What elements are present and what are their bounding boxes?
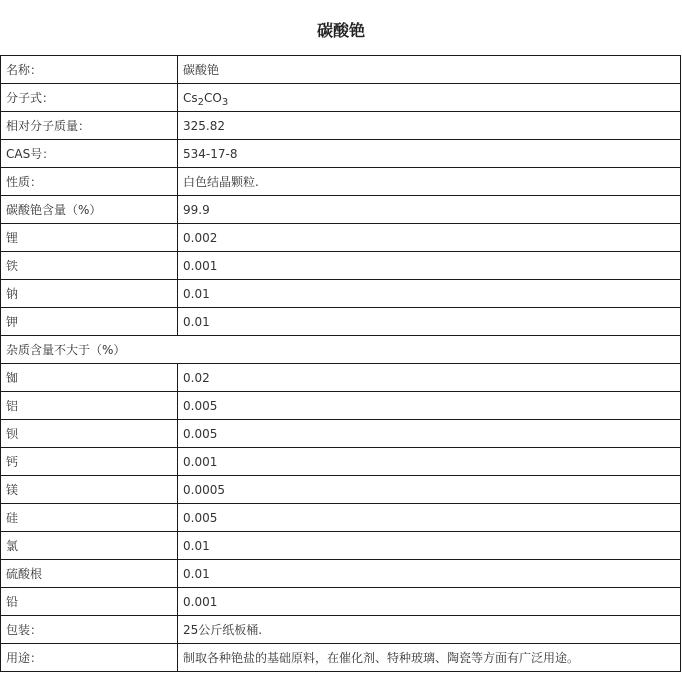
table-row-molecular-weight bbox=[1, 112, 681, 140]
row-label: 硫酸根 bbox=[1, 560, 178, 588]
row-value: 325.82 bbox=[178, 112, 681, 140]
row-value: 0.005 bbox=[178, 504, 681, 532]
spec-table bbox=[0, 55, 681, 672]
table-row bbox=[1, 280, 681, 308]
formula-part: Cs bbox=[183, 90, 198, 105]
row-value: 0.002 bbox=[178, 224, 681, 252]
row-label: 锂 bbox=[1, 224, 178, 252]
molecular-formula bbox=[178, 84, 681, 112]
row-value: 99.9 bbox=[178, 196, 681, 224]
formula-subscript: 3 bbox=[221, 96, 229, 108]
row-label: 包装： bbox=[1, 616, 178, 644]
table-row-name bbox=[1, 56, 681, 84]
row-value: 制取各种铯盐的基础原料，在催化剂、特种玻璃、陶瓷等方面有广泛用途。 bbox=[178, 644, 681, 672]
row-label: 名称： bbox=[1, 56, 178, 84]
row-value: 25公斤纸板桶. bbox=[178, 616, 681, 644]
row-label: CAS号： bbox=[1, 140, 178, 168]
row-value: 0.001 bbox=[178, 588, 681, 616]
table-row bbox=[1, 476, 681, 504]
table-row-cas bbox=[1, 140, 681, 168]
table-row bbox=[1, 420, 681, 448]
row-value: 0.0005 bbox=[178, 476, 681, 504]
table-row bbox=[1, 392, 681, 420]
table-row-usage bbox=[1, 644, 681, 672]
table-row bbox=[1, 364, 681, 392]
row-label: 钡 bbox=[1, 420, 178, 448]
row-label: 钙 bbox=[1, 448, 178, 476]
row-value: 534-17-8 bbox=[178, 140, 681, 168]
table-row-formula bbox=[1, 84, 681, 112]
row-value: 0.005 bbox=[178, 420, 681, 448]
row-label: 铝 bbox=[1, 392, 178, 420]
row-label: 用途： bbox=[1, 644, 178, 672]
row-value: 0.01 bbox=[178, 532, 681, 560]
row-value: 0.01 bbox=[178, 280, 681, 308]
table-row bbox=[1, 588, 681, 616]
row-value: 0.001 bbox=[178, 448, 681, 476]
row-label: 钠 bbox=[1, 280, 178, 308]
row-value: 0.005 bbox=[178, 392, 681, 420]
row-value: 碳酸铯 bbox=[178, 56, 681, 84]
row-value: 白色结晶颗粒. bbox=[178, 168, 681, 196]
row-label: 镁 bbox=[1, 476, 178, 504]
row-label: 相对分子质量： bbox=[1, 112, 178, 140]
table-row bbox=[1, 448, 681, 476]
row-label: 氯 bbox=[1, 532, 178, 560]
row-label: 硅 bbox=[1, 504, 178, 532]
row-label: 分子式： bbox=[1, 84, 178, 112]
row-value: 0.01 bbox=[178, 560, 681, 588]
row-value: 0.001 bbox=[178, 252, 681, 280]
row-label: 铷 bbox=[1, 364, 178, 392]
table-row bbox=[1, 504, 681, 532]
row-value: 0.02 bbox=[178, 364, 681, 392]
table-row-impurity-header bbox=[1, 336, 681, 364]
formula-subscript: 2 bbox=[197, 96, 205, 108]
table-row bbox=[1, 308, 681, 336]
row-value: 0.01 bbox=[178, 308, 681, 336]
row-label: 铅 bbox=[1, 588, 178, 616]
table-row bbox=[1, 560, 681, 588]
row-label: 铁 bbox=[1, 252, 178, 280]
row-label: 钾 bbox=[1, 308, 178, 336]
table-row-packaging bbox=[1, 616, 681, 644]
table-row-properties bbox=[1, 168, 681, 196]
table-row bbox=[1, 532, 681, 560]
row-label: 碳酸铯含量（%） bbox=[1, 196, 178, 224]
row-label: 性质： bbox=[1, 168, 178, 196]
page-title: 碳酸铯 bbox=[316, 21, 365, 40]
section-header: 杂质含量不大于（%） bbox=[1, 336, 681, 364]
table-row bbox=[1, 224, 681, 252]
table-row-content bbox=[1, 196, 681, 224]
table-row bbox=[1, 252, 681, 280]
formula-part: CO bbox=[204, 90, 222, 105]
